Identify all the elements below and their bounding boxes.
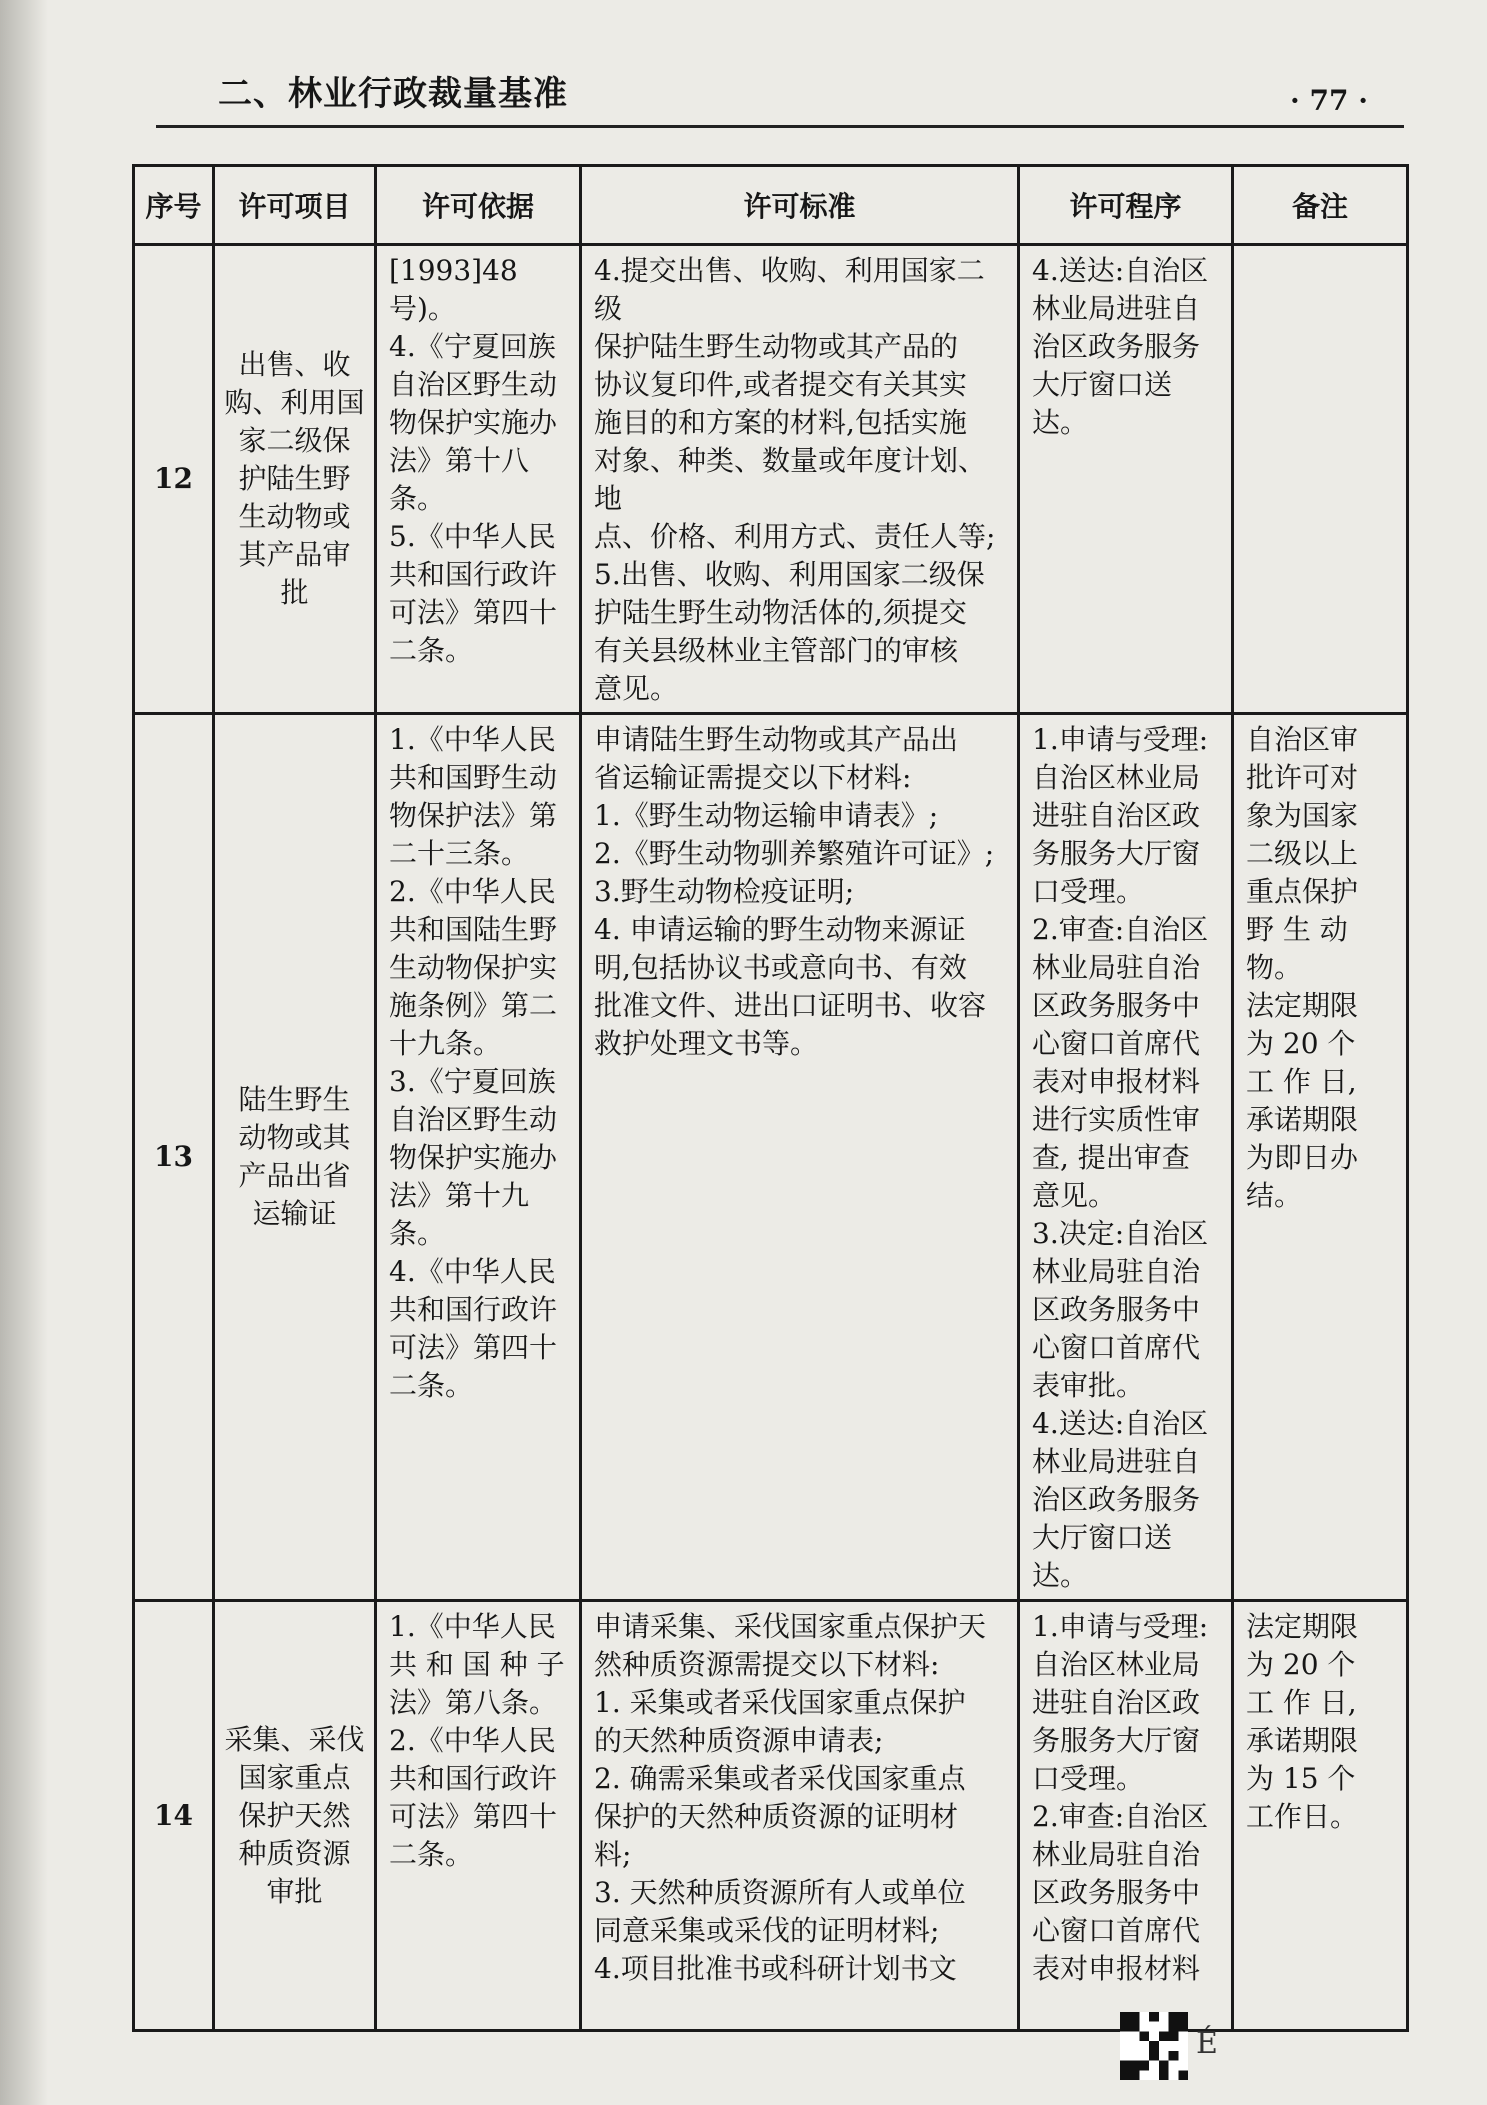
column-header-item: 许可项目 xyxy=(214,166,376,245)
row-basis: [1993]48 号)。 4.《宁夏回族 自治区野生动 物保护实施办 法》第十八条。 5.《中华人民 共和国行政许 可法》第四十 二条。 xyxy=(376,245,581,714)
row-basis: 1.《中华人民 共 和 国 种 子 法》第八条。 2.《中华人民 共和国行政许 可法》第四十 二条。 xyxy=(376,1601,581,2031)
table-row xyxy=(134,1601,1408,2031)
row-basis: 1.《中华人民 共和国野生动 物保护法》第 二十三条。 2.《中华人民 共和国陆生野 生动物保护实 施条例》第二 十九条。 3.《宁夏回族 自治区野生动 物保护实施办 法》第十九条。 4.《中华人民 共和国行政许 可法》第四十 二条。 xyxy=(376,714,581,1601)
row-procedure: 1.申请与受理: 自治区林业局 进驻自治区政 务服务大厅窗 口受理。 2.审查:自治区 林业局驻自治 区政务服务中 心窗口首席代 表对申报材料 进行实质性审 查, 提出审查 意见。 3.决定:自治区 林业局驻自治 区政务服务中 心窗口首席代 表审批。 4.送达:自治区 林业局进驻自 治区政务服务 大厅窗口送达。 xyxy=(1019,714,1233,1601)
table-row xyxy=(134,245,1408,714)
column-header-remark: 备注 xyxy=(1233,166,1408,245)
row-procedure: 1.申请与受理: 自治区林业局 进驻自治区政 务服务大厅窗 口受理。 2.审查:自治区 林业局驻自治 区政务服务中 心窗口首席代 表对申报材料 xyxy=(1019,1601,1233,2031)
row-item: 出售、收 购、利用国 家二级保 护陆生野 生动物或 其产品审 批 xyxy=(214,245,376,714)
column-header-procedure: 许可程序 xyxy=(1019,166,1233,245)
row-standard: 申请采集、采伐国家重点保护天 然种质资源需提交以下材料: 1. 采集或者采伐国家重点保护 的天然种质资源申请表; 2. 确需采集或者采伐国家重点 保护的天然种质资源的证明材 料; 3. 天然种质资源所有人或单位 同意采集或采伐的证明材料; 4.项目批准书或科研计划书文 xyxy=(581,1601,1019,2031)
row-remark: 法定期限 为 20 个 工 作 日, 承诺期限 为 15 个 工作日。 xyxy=(1233,1601,1408,2031)
row-remark xyxy=(1233,245,1408,714)
licensing-standards-table xyxy=(132,164,1409,2032)
row-procedure: 4.送达:自治区 林业局进驻自 治区政务服务 大厅窗口送达。 xyxy=(1019,245,1233,714)
row-number: 12 xyxy=(134,245,214,714)
column-header-standard: 许可标准 xyxy=(581,166,1019,245)
running-header-title: 二、林业行政裁量基准 xyxy=(218,74,568,114)
book-binding-shadow xyxy=(0,0,48,2105)
table-row xyxy=(134,714,1408,1601)
row-remark: 自治区审 批许可对 象为国家 二级以上 重点保护 野 生 动 物。 法定期限 为 20 个 工 作 日, 承诺期限 为即日办 结。 xyxy=(1233,714,1408,1601)
page-number: · 77 · xyxy=(1290,84,1368,117)
corner-mark: É xyxy=(1196,2026,1218,2061)
row-number: 13 xyxy=(134,714,214,1601)
row-item: 陆生野生 动物或其 产品出省 运输证 xyxy=(214,714,376,1601)
header-rule xyxy=(156,125,1404,128)
row-standard: 申请陆生野生动物或其产品出 省运输证需提交以下材料: 1.《野生动物运输申请表》; 2.《野生动物驯养繁殖许可证》; 3.野生动物检疫证明; 4. 申请运输的野生动物来源证 明,包括协议书或意向书、有效 批准文件、进出口证明书、收容 救护处理文书等。 xyxy=(581,714,1019,1601)
qr-code-icon xyxy=(1120,2012,1188,2080)
row-item: 采集、采伐 国家重点 保护天然 种质资源 审批 xyxy=(214,1601,376,2031)
row-number: 14 xyxy=(134,1601,214,2031)
table-header-row xyxy=(134,166,1408,245)
column-header-basis: 许可依据 xyxy=(376,166,581,245)
row-standard: 4.提交出售、收购、利用国家二级 保护陆生野生动物或其产品的 协议复印件,或者提交有关其实 施目的和方案的材料,包括实施 对象、种类、数量或年度计划、地 点、价格、利用方式、责任人等; 5.出售、收购、利用国家二级保 护陆生野生动物活体的,须提交 有关县级林业主管部门的审核 意见。 xyxy=(581,245,1019,714)
column-header-number: 序号 xyxy=(134,166,214,245)
